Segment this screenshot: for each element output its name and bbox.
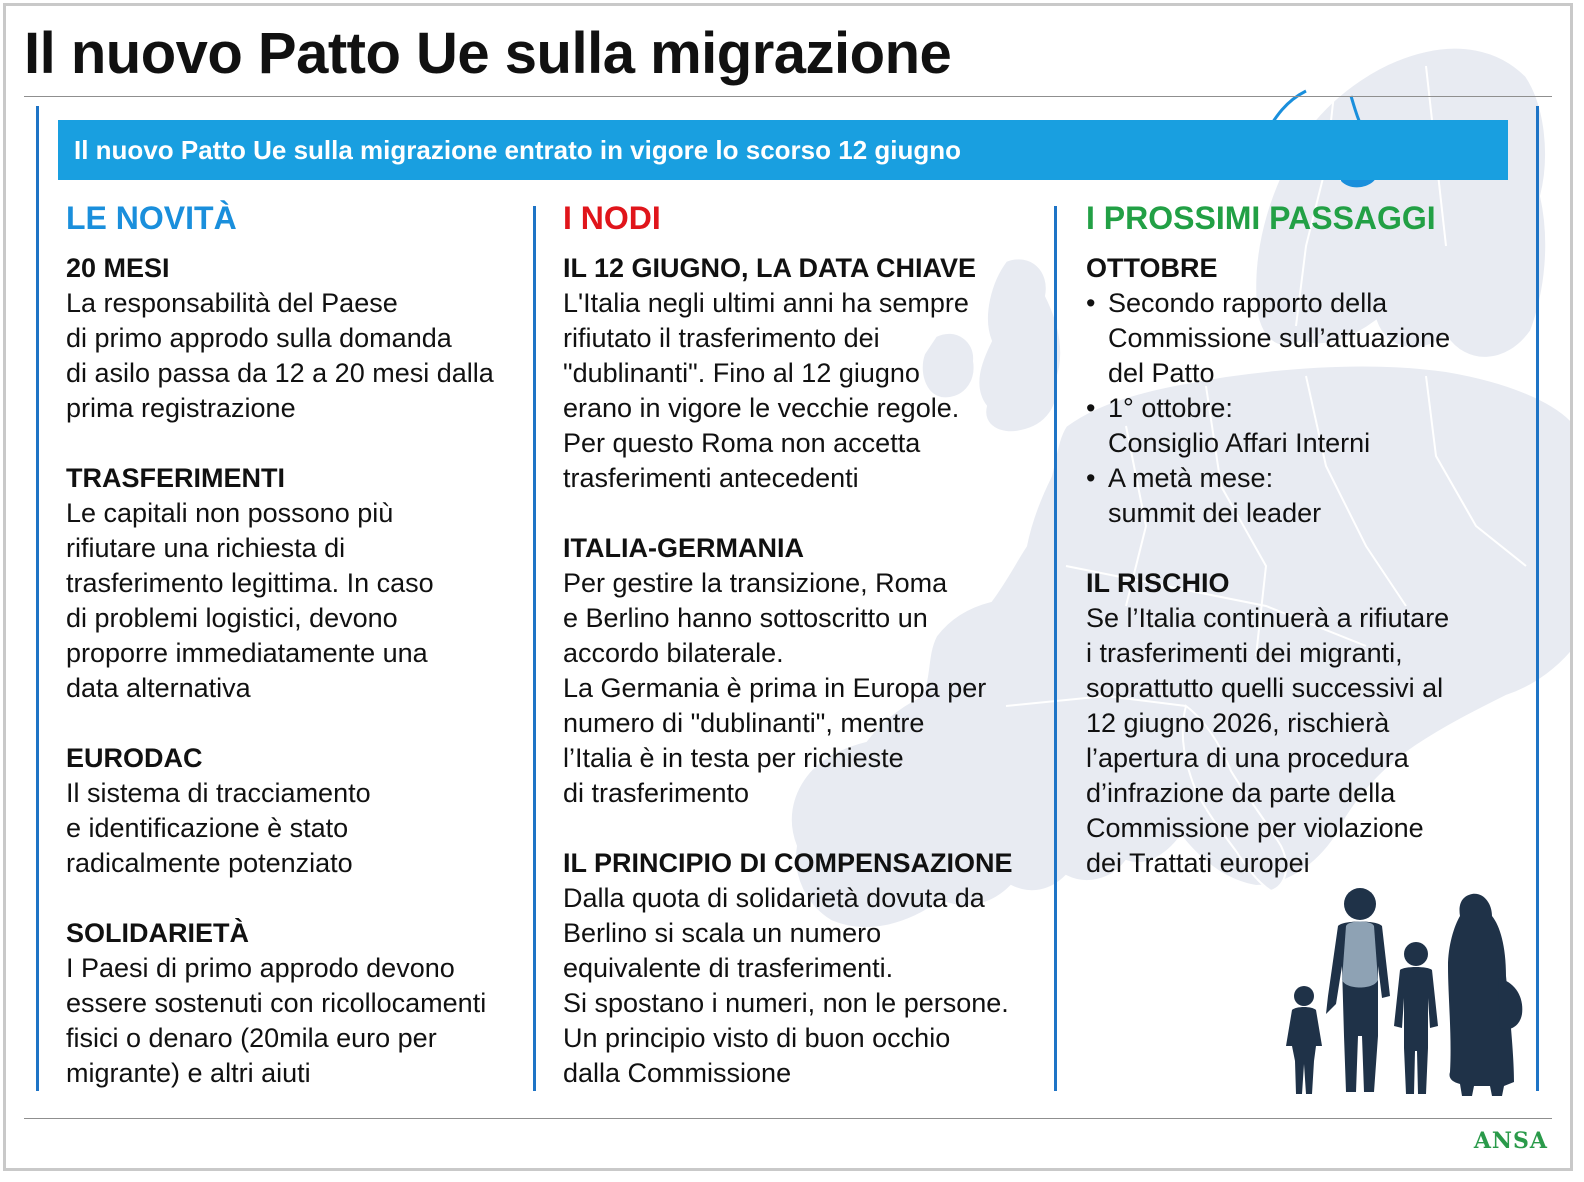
section-title: ITALIA-GERMANIA bbox=[563, 533, 804, 563]
ottobre-bullet-list bbox=[1086, 286, 1526, 531]
bullet-text: Secondo rapporto della Commissione sull’attuazione del Patto bbox=[1108, 288, 1451, 388]
section-solidarieta bbox=[66, 916, 526, 1091]
bullet-text: 1° ottobre: Consiglio Affari Interni bbox=[1108, 393, 1371, 458]
section-title: OTTOBRE bbox=[1086, 253, 1218, 283]
section-20-mesi bbox=[66, 251, 526, 426]
section-title: EURODAC bbox=[66, 743, 203, 773]
section-italia-germania bbox=[563, 531, 1048, 811]
section-trasferimenti bbox=[66, 461, 526, 706]
divider-middle-1 bbox=[533, 206, 536, 1091]
column-novita bbox=[66, 200, 526, 1126]
ansa-logo: ANSA bbox=[1473, 1128, 1548, 1154]
section-ottobre bbox=[1086, 251, 1526, 531]
bullet-icon: • bbox=[1086, 393, 1096, 423]
migrant-family-icon bbox=[1278, 886, 1528, 1098]
section-title: TRASFERIMENTI bbox=[66, 463, 285, 493]
divider-left bbox=[36, 106, 39, 1091]
section-title: SOLIDARIETÀ bbox=[66, 918, 250, 948]
section-rischio bbox=[1086, 566, 1526, 881]
section-title: IL RISCHIO bbox=[1086, 568, 1230, 598]
section-eurodac bbox=[66, 741, 526, 881]
subtitle-banner: Il nuovo Patto Ue sulla migrazione entrato in vigore lo scorso 12 giugno bbox=[58, 120, 1508, 180]
page-title: Il nuovo Patto Ue sulla migrazione bbox=[24, 21, 952, 86]
column-prossimi-passaggi bbox=[1086, 200, 1526, 916]
section-title: 20 MESI bbox=[66, 253, 170, 283]
divider-middle-2 bbox=[1054, 206, 1057, 1091]
column-heading: I NODI bbox=[563, 200, 661, 236]
bullet-icon: • bbox=[1086, 288, 1096, 318]
section-body: Dalla quota di solidarietà dovuta da Berlino si scala un numero equivalente di trasferimenti. Si spostano i numeri, non le persone. Un principio visto di buon occhio dalla Commissione bbox=[563, 883, 1009, 1088]
bullet-item bbox=[1086, 391, 1526, 461]
column-nodi bbox=[563, 200, 1048, 1126]
bullet-item bbox=[1086, 461, 1526, 531]
column-heading: I PROSSIMI PASSAGGI bbox=[1086, 200, 1436, 236]
bullet-icon: • bbox=[1086, 463, 1096, 493]
section-body: L'Italia negli ultimi anni ha sempre rifiutato il trasferimento dei "dublinanti". Fino al 12 giugno erano in vigore le vecchie regole. Per questo Roma non accetta trasferimenti antecedenti bbox=[563, 288, 969, 493]
section-body: Le capitali non possono più rifiutare una richiesta di trasferimento legittima. In caso di problemi logistici, devono proporre immediatamente una data alternativa bbox=[66, 498, 434, 703]
column-heading: LE NOVITÀ bbox=[66, 200, 237, 236]
section-title: IL 12 GIUGNO, LA DATA CHIAVE bbox=[563, 253, 977, 283]
section-body: Per gestire la transizione, Roma e Berlino hanno sottoscritto un accordo bilaterale. La Germania è prima in Europa per numero di "dublinanti", mentre l’Italia è in testa per richieste di trasferimento bbox=[563, 568, 987, 808]
section-data-chiave bbox=[563, 251, 1048, 496]
bullet-item bbox=[1086, 286, 1526, 391]
divider-right bbox=[1536, 106, 1539, 1091]
top-rule bbox=[24, 96, 1552, 97]
section-compensazione bbox=[563, 846, 1048, 1091]
section-body: Il sistema di tracciamento e identificazione è stato radicalmente potenziato bbox=[66, 778, 371, 878]
bottom-rule bbox=[24, 1118, 1552, 1119]
section-body: I Paesi di primo approdo devono essere sostenuti con ricollocamenti fisici o denaro (20mila euro per migrante) e altri aiuti bbox=[66, 953, 487, 1088]
section-body: La responsabilità del Paese di primo approdo sulla domanda di asilo passa da 12 a 20 mesi dalla prima registrazione bbox=[66, 288, 494, 423]
infographic bbox=[3, 3, 1573, 1171]
bullet-text: A metà mese: summit dei leader bbox=[1108, 463, 1322, 528]
section-title: IL PRINCIPIO DI COMPENSAZIONE bbox=[563, 848, 1013, 878]
section-body: Se l’Italia continuerà a rifiutare i trasferimenti dei migranti, soprattutto quelli successivi al 12 giugno 2026, rischierà l’apertura di una procedura d’infrazione da parte della Commissione per violazione dei Trattati europei bbox=[1086, 603, 1450, 878]
